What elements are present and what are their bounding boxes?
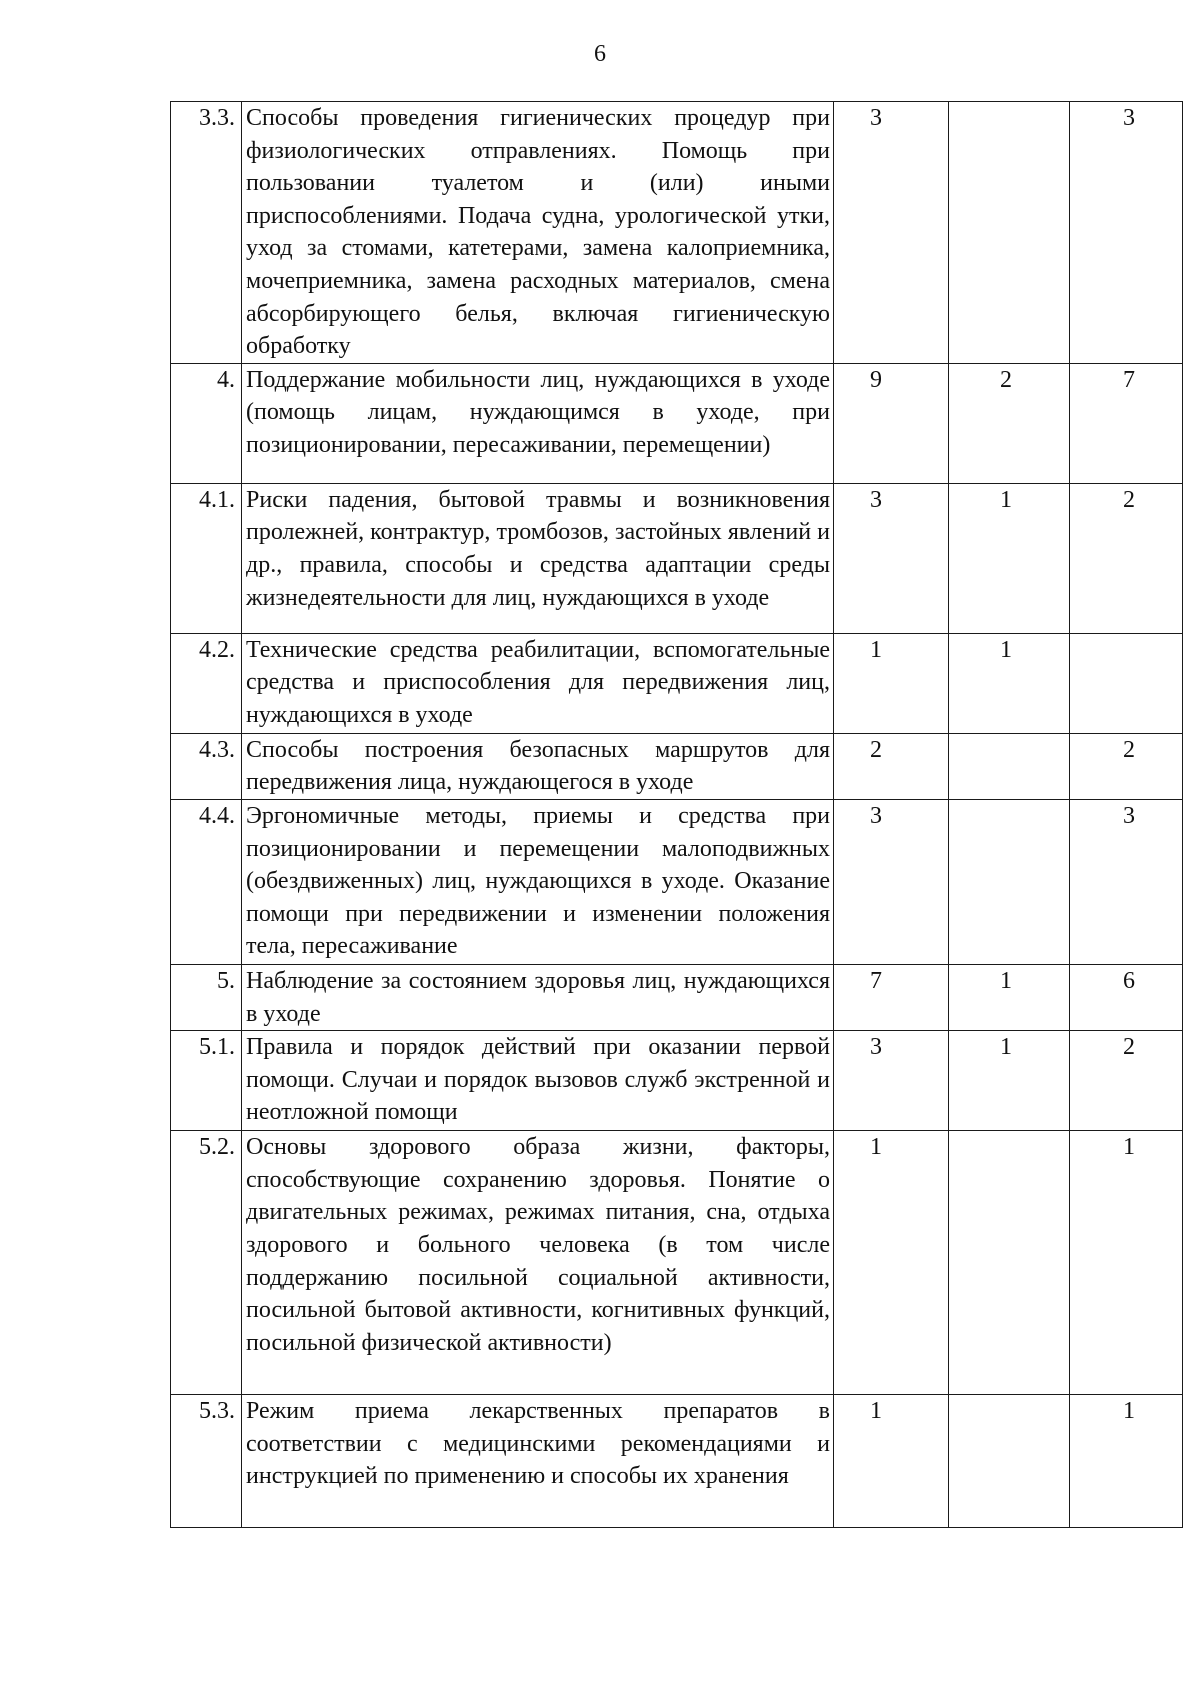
table-row bbox=[171, 633, 1183, 733]
hours-total: 1 bbox=[834, 633, 949, 733]
hours-theory bbox=[949, 1395, 1070, 1528]
hours-total: 1 bbox=[834, 1395, 949, 1528]
curriculum-table bbox=[170, 101, 1183, 1528]
hours-practice: 1 bbox=[1070, 1131, 1183, 1395]
hours-practice: 7 bbox=[1070, 363, 1183, 483]
table-row bbox=[171, 1131, 1183, 1395]
hours-practice: 1 bbox=[1070, 1395, 1183, 1528]
row-number: 5.1. bbox=[171, 1031, 242, 1131]
hours-theory bbox=[949, 102, 1070, 364]
row-number: 5.2. bbox=[171, 1131, 242, 1395]
hours-theory: 1 bbox=[949, 1031, 1070, 1131]
hours-theory: 1 bbox=[949, 633, 1070, 733]
table-row bbox=[171, 964, 1183, 1030]
topic-name: Правила и порядок действий при оказании первой помощи. Случаи и порядок вызовов служб экстренной и неотложной помощи bbox=[242, 1031, 834, 1131]
table-row bbox=[171, 363, 1183, 483]
topic-name: Эргономичные методы, приемы и средства при позиционировании и перемещении малоподвижных (обездвиженных) лиц, нуждающихся в уходе. Оказание помощи при передвижении и изменении положения тела, пересаживание bbox=[242, 799, 834, 964]
hours-practice: 6 bbox=[1070, 964, 1183, 1030]
hours-practice bbox=[1070, 633, 1183, 733]
table-row bbox=[171, 1031, 1183, 1131]
hours-practice: 2 bbox=[1070, 733, 1183, 799]
page-number: 6 bbox=[594, 41, 606, 67]
row-number: 4. bbox=[171, 363, 242, 483]
hours-theory bbox=[949, 733, 1070, 799]
hours-total: 7 bbox=[834, 964, 949, 1030]
hours-theory: 1 bbox=[949, 964, 1070, 1030]
hours-total: 3 bbox=[834, 102, 949, 364]
hours-theory: 1 bbox=[949, 483, 1070, 633]
topic-name: Риски падения, бытовой травмы и возникновения пролежней, контрактур, тромбозов, застойных явлений и др., правила, способы и средства адаптации среды жизнедеятельности для лиц, нуждающихся в уходе bbox=[242, 483, 834, 633]
topic-name: Поддержание мобильности лиц, нуждающихся в уходе (помощь лицам, нуждающимся в уходе, при позиционировании, пересаживании, перемещении) bbox=[242, 363, 834, 483]
row-number: 3.3. bbox=[171, 102, 242, 364]
topic-name: Способы проведения гигиенических процедур при физиологических отправлениях. Помощь при пользовании туалетом и (или) иными приспособлениями. Подача судна, урологической утки, уход за стомами, катетерами, замена калоприемника, мочеприемника, замена расходных материалов, смена абсорбирующего белья, включая гигиеническую обработку bbox=[242, 102, 834, 364]
hours-total: 1 bbox=[834, 1131, 949, 1395]
row-number: 4.3. bbox=[171, 733, 242, 799]
table-row bbox=[171, 733, 1183, 799]
table-row bbox=[171, 483, 1183, 633]
hours-theory bbox=[949, 799, 1070, 964]
row-number: 5.3. bbox=[171, 1395, 242, 1528]
hours-theory: 2 bbox=[949, 363, 1070, 483]
hours-practice: 3 bbox=[1070, 102, 1183, 364]
table-row bbox=[171, 102, 1183, 364]
hours-practice: 3 bbox=[1070, 799, 1183, 964]
topic-name: Технические средства реабилитации, вспомогательные средства и приспособления для передвижения лиц, нуждающихся в уходе bbox=[242, 633, 834, 733]
row-number: 4.4. bbox=[171, 799, 242, 964]
topic-name: Способы построения безопасных маршрутов для передвижения лица, нуждающегося в уходе bbox=[242, 733, 834, 799]
table-row bbox=[171, 799, 1183, 964]
hours-practice: 2 bbox=[1070, 1031, 1183, 1131]
topic-name: Режим приема лекарственных препаратов в соответствии с медицинскими рекомендациями и инструкцией по применению и способы их хранения bbox=[242, 1395, 834, 1528]
hours-total: 3 bbox=[834, 799, 949, 964]
hours-total: 9 bbox=[834, 363, 949, 483]
row-number: 4.1. bbox=[171, 483, 242, 633]
hours-theory bbox=[949, 1131, 1070, 1395]
hours-total: 2 bbox=[834, 733, 949, 799]
topic-name: Основы здорового образа жизни, факторы, способствующие сохранению здоровья. Понятие о двигательных режимах, режимах питания, сна, отдыха здорового и больного человека (в том числе поддержанию посильной социальной активности, посильной бытовой активности, когнитивных функций, посильной физической активности) bbox=[242, 1131, 834, 1395]
row-number: 4.2. bbox=[171, 633, 242, 733]
hours-total: 3 bbox=[834, 483, 949, 633]
row-number: 5. bbox=[171, 964, 242, 1030]
topic-name: Наблюдение за состоянием здоровья лиц, нуждающихся в уходе bbox=[242, 964, 834, 1030]
table-row bbox=[171, 1395, 1183, 1528]
hours-total: 3 bbox=[834, 1031, 949, 1131]
hours-practice: 2 bbox=[1070, 483, 1183, 633]
